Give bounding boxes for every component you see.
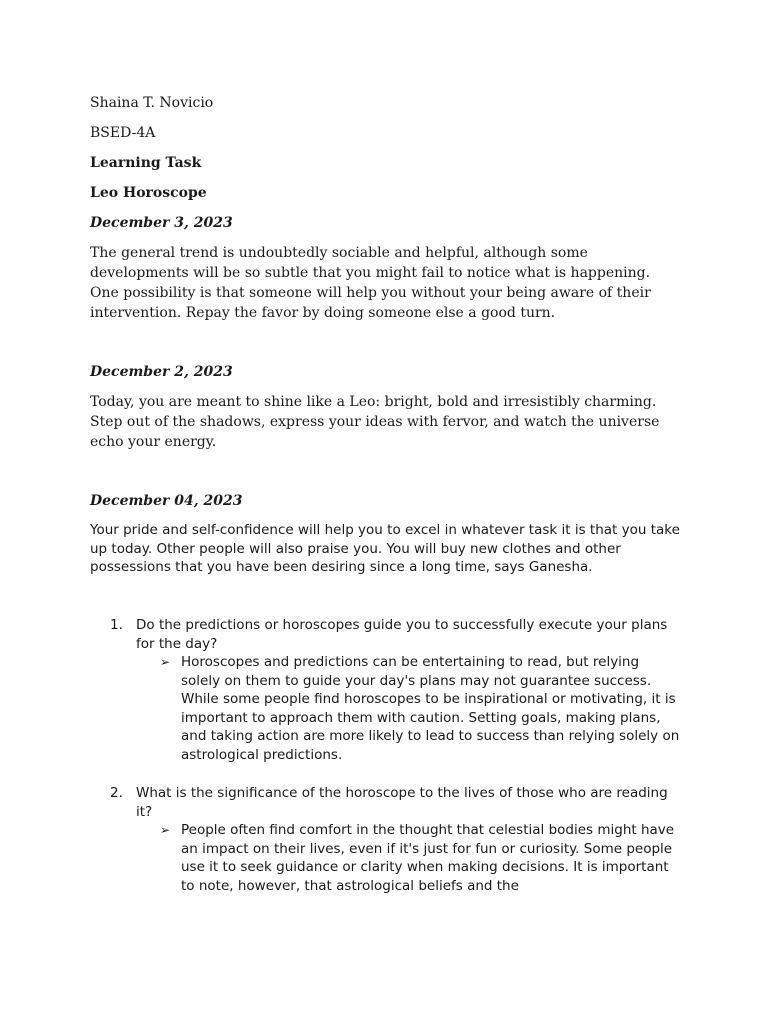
answer-text: People often find comfort in the thought that celestial bodies might have an impact on their lives, even if it's just for fun or curiosity. Some people use it to seek guidance or clarity when making decisions. It is important to note, however, that astrological beliefs and the	[181, 822, 675, 894]
arrow-bullet-icon: ➢	[160, 655, 171, 669]
question-text: What is the significance of the horoscope to the lives of those who are reading it?	[136, 785, 668, 820]
entry-text: Today, you are meant to shine like a Leo: bright, bold and irresistibly charming. Step out of the shadows, express your ideas with fervor, and watch the universe echo your energy.	[90, 394, 660, 450]
arrow-bullet-icon: ➢	[160, 823, 171, 837]
entry-text: The general trend is undoubtedly sociable and helpful, although some developments will be so subtle that you might fail to notice what is happening. One possibility is that someone will help you without your being aware of their intervention. Repay the favor by doing someone else a good turn.	[90, 245, 651, 321]
subject-title: Leo Horoscope	[90, 185, 207, 201]
question-text: Do the predictions or horoscopes guide you to successfully execute your plans for the day?	[136, 617, 668, 652]
student-section: BSED-4A	[90, 125, 156, 141]
entry-date: December 04, 2023	[90, 493, 243, 509]
entry-date: December 3, 2023	[90, 215, 233, 231]
student-name: Shaina T. Novicio	[90, 95, 214, 111]
answer-text: Horoscopes and predictions can be entertaining to read, but relying solely on them to guide your day's plans may not guarantee success. While some people find horoscopes to be inspirational or motivating, it is important to approach them with caution. Setting goals, making plans, and taking action are more likely to lead to success than relying solely on astrological predictions.	[181, 654, 680, 763]
question-number: 1.	[110, 617, 123, 633]
question-number: 2.	[110, 785, 123, 801]
entry-date: December 2, 2023	[90, 364, 233, 380]
task-title: Learning Task	[90, 155, 202, 171]
entry-text: Your pride and self-confidence will help you to excel in whatever task it is that you take up today. Other people will also praise you. You will buy new clothes and other possessions that you have been desiring since a long time, says Ganesha.	[90, 522, 680, 575]
